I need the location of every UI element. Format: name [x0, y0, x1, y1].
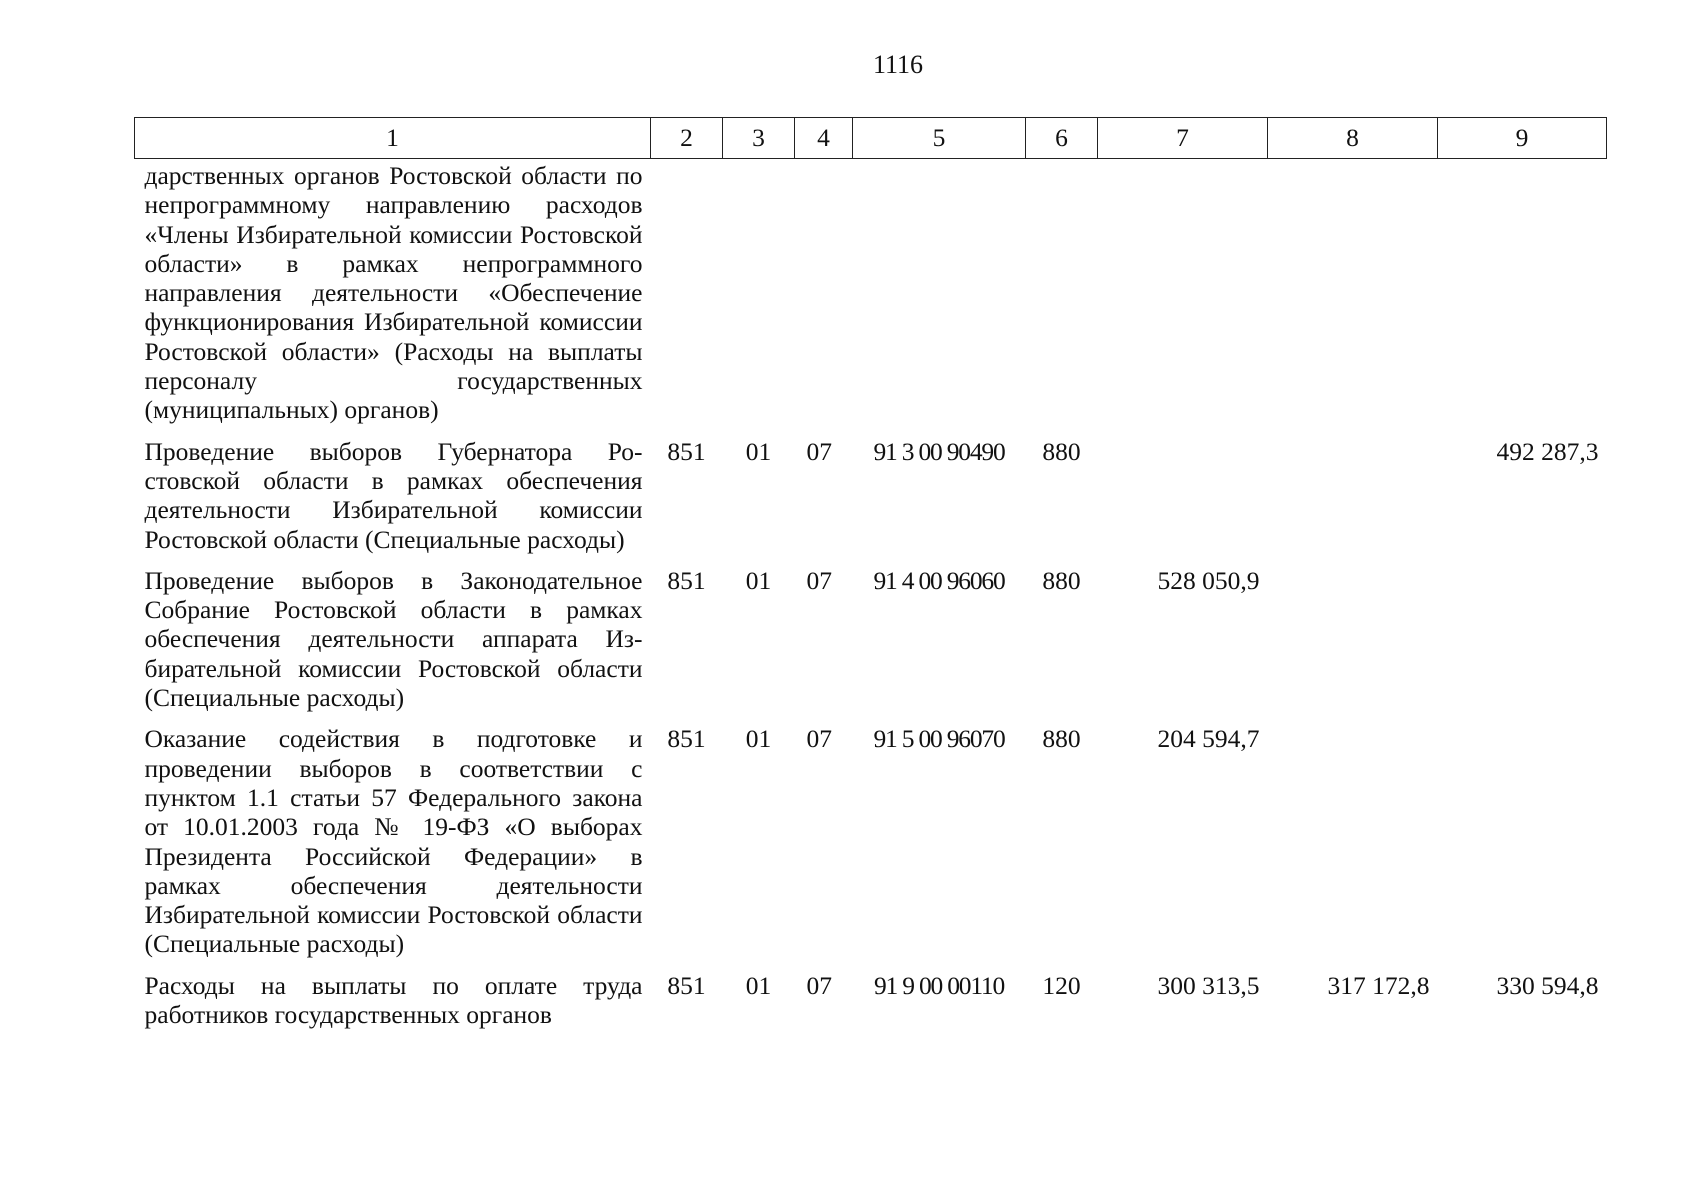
- table-row: [135, 566, 1607, 724]
- row-description: Проведение выборов Губернатора Ростовской области в рамках обеспечения деятельности Избирательной комиссии Ростовской области (Специальные расходы): [144, 436, 643, 554]
- amount-year-2: 317 172,8: [1327, 970, 1430, 1000]
- table-row: [135, 159, 1607, 437]
- expense-type-code: 120: [1042, 970, 1081, 1000]
- subsection-code: 07: [806, 436, 832, 466]
- amount-year-1: [1098, 437, 1268, 566]
- amount-year-3: [1438, 159, 1607, 437]
- amount-year-3: [1438, 724, 1607, 970]
- target-article-code: 91 9 00 00110: [873, 970, 1005, 1000]
- amount-year-1: 300 313,5: [1157, 970, 1260, 1000]
- row-description: дарственных органов Ростовской области по непрограммному направлению расходов «Члены Избирательной комиссии Ростовской области» в рамках непрограммного направления деятельности «Обеспечение функционирования Избирательной комиссии Ростовской области» (Расходы на выплаты персоналу государственных (муниципальных) органов): [144, 161, 643, 425]
- section-code: 01: [745, 436, 772, 466]
- column-header-6: 6: [1026, 118, 1098, 159]
- row-description: Проведение выборов в Законодательное Собрание Ростовской области в рамках обеспечения деятельности аппарата Избирательной комиссии Ростовской области (Специальные расходы): [144, 565, 643, 713]
- column-header-7: 7: [1098, 118, 1268, 159]
- column-header-4: 4: [795, 118, 853, 159]
- table-row: [135, 437, 1607, 566]
- ved-code: [651, 159, 723, 437]
- expense-type-code: [1026, 159, 1098, 437]
- expense-type-code: 880: [1042, 436, 1081, 466]
- section-code: [723, 159, 795, 437]
- row-description: Расходы на выплаты по оплате труда работников государственных органов: [144, 970, 643, 1030]
- column-header-8: 8: [1268, 118, 1438, 159]
- amount-year-2: [1268, 566, 1438, 724]
- ved-code: 851: [667, 970, 706, 1000]
- subsection-code: 07: [806, 970, 832, 1000]
- row-description: Оказание содействия в подготовке и проведении выборов в соответствии с пунктом 1.1 статьи 57 Федерального закона от 10.01.2003 года № 19-ФЗ «О выборах Президента Российской Федерации» в рамках обеспечения деятельности Избирательной комиссии Ростовской области (Специальные расходы): [144, 724, 643, 959]
- column-header-3: 3: [723, 118, 795, 159]
- column-header-1: 1: [135, 118, 651, 159]
- target-article-code: 91 5 00 96070: [873, 724, 1005, 754]
- expense-type-code: 880: [1042, 724, 1081, 754]
- amount-year-3: 492 287,3: [1496, 436, 1599, 466]
- section-code: 01: [745, 970, 772, 1000]
- column-header-5: 5: [853, 118, 1026, 159]
- header-row: [135, 118, 1607, 159]
- ved-code: 851: [667, 724, 706, 754]
- table-row: [135, 971, 1607, 1042]
- table-row: [135, 724, 1607, 970]
- amount-year-3: [1438, 566, 1607, 724]
- expense-type-code: 880: [1042, 565, 1081, 595]
- amount-year-1: [1098, 159, 1268, 437]
- amount-year-3: 330 594,8: [1496, 970, 1599, 1000]
- table-header: [135, 118, 1607, 159]
- target-article-code: 91 3 00 90490: [873, 436, 1005, 466]
- table-body: [135, 159, 1607, 1042]
- subsection-code: 07: [806, 565, 832, 595]
- section-code: 01: [745, 724, 772, 754]
- target-article-code: 91 4 00 96060: [873, 565, 1005, 595]
- ved-code: 851: [667, 436, 706, 466]
- amount-year-2: [1268, 724, 1438, 970]
- target-article-code: [853, 159, 1026, 437]
- subsection-code: 07: [806, 724, 832, 754]
- ved-code: 851: [667, 565, 706, 595]
- amount-year-1: 528 050,9: [1157, 565, 1260, 595]
- column-header-2: 2: [651, 118, 723, 159]
- section-code: 01: [745, 565, 772, 595]
- budget-table: [134, 117, 1607, 1041]
- amount-year-1: 204 594,7: [1157, 724, 1260, 754]
- page-number: 1116: [872, 50, 924, 79]
- amount-year-2: [1268, 159, 1438, 437]
- column-header-9: 9: [1438, 118, 1607, 159]
- subsection-code: [795, 159, 853, 437]
- amount-year-2: [1268, 437, 1438, 566]
